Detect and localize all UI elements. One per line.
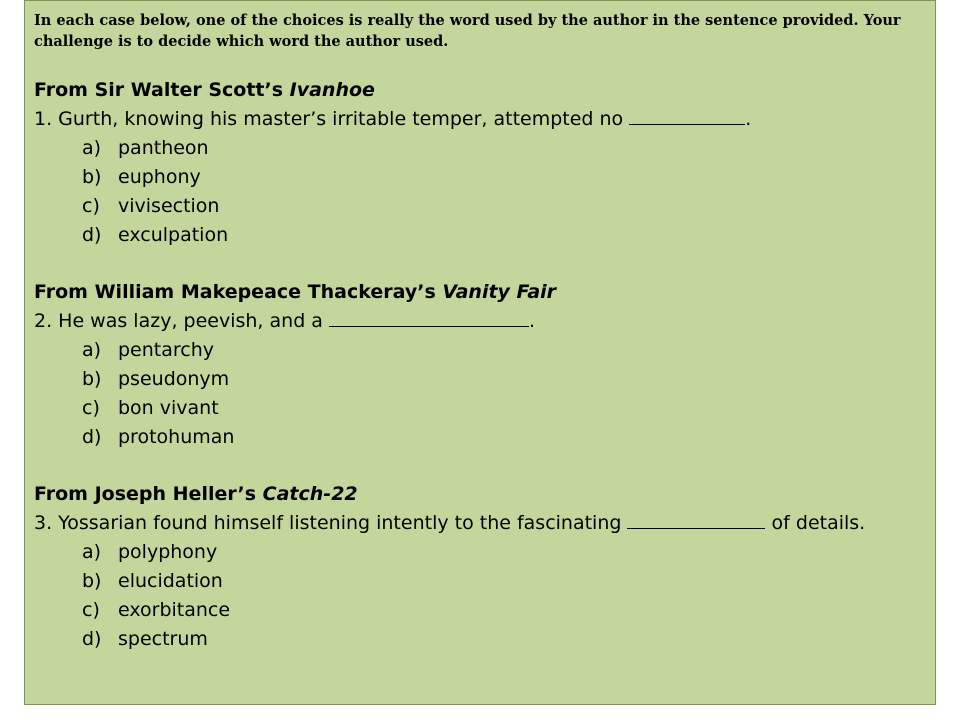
question-3-heading: [34, 480, 934, 509]
choice-letter: d): [82, 224, 102, 246]
heading-prefix: From Joseph Heller’s: [34, 483, 263, 505]
choice-letter: d): [82, 426, 102, 448]
choice-letter: b): [82, 166, 102, 188]
question-1-sentence: [34, 105, 934, 134]
choice-letter: c): [82, 195, 100, 217]
question-1: [34, 76, 934, 250]
choice-d[interactable]: [34, 423, 934, 452]
answer-blank: [629, 106, 745, 125]
choice-letter: d): [82, 628, 102, 650]
question-3-sentence: [34, 509, 934, 538]
choice-letter: b): [82, 570, 102, 592]
choice-text: pseudonym: [118, 368, 230, 390]
choice-letter: a): [82, 541, 102, 563]
sentence-start: 1. Gurth, knowing his master’s irritable temper, attempted no: [34, 108, 630, 130]
choice-text: bon vivant: [118, 397, 219, 419]
choice-text: polyphony: [118, 541, 218, 563]
sentence-end: .: [745, 108, 752, 130]
work-title: Catch-22: [262, 483, 358, 505]
answer-blank: [627, 510, 765, 529]
choice-c[interactable]: [34, 192, 934, 221]
work-title: Vanity Fair: [442, 281, 557, 303]
question-2-sentence: [34, 307, 934, 336]
question-1-heading: [34, 76, 934, 105]
choice-letter: c): [82, 397, 100, 419]
choice-text: protohuman: [118, 426, 235, 448]
choice-c[interactable]: [34, 394, 934, 423]
question-2-heading: [34, 278, 934, 307]
choice-a[interactable]: [34, 336, 934, 365]
choice-list: [34, 134, 934, 250]
heading-prefix: From William Makepeace Thackeray’s: [34, 281, 443, 303]
choice-list: [34, 336, 934, 452]
choice-text: elucidation: [118, 570, 223, 592]
question-3: [34, 480, 934, 654]
choice-b[interactable]: [34, 365, 934, 394]
choice-a[interactable]: [34, 134, 934, 163]
question-2: [34, 278, 934, 452]
choice-text: pantheon: [118, 137, 209, 159]
choice-text: euphony: [118, 166, 201, 188]
choice-b[interactable]: [34, 163, 934, 192]
choice-letter: a): [82, 339, 102, 361]
heading-prefix: From Sir Walter Scott’s: [34, 79, 290, 101]
instructions-text: In each case below, one of the choices is really the word used by the author in the sentence provided. Your challenge is to decide which word the author used.: [34, 12, 901, 50]
sentence-end: .: [528, 310, 536, 332]
choice-text: pentarchy: [118, 339, 215, 361]
choice-list: [34, 538, 934, 654]
choice-d[interactable]: [34, 221, 934, 250]
choice-text: exorbitance: [118, 599, 231, 621]
sentence-start: 2. He was lazy, peevish, and a: [34, 310, 329, 332]
work-title: Ivanhoe: [289, 79, 375, 101]
sentence-end: of details.: [765, 512, 866, 534]
choice-text: exculpation: [118, 224, 229, 246]
choice-text: spectrum: [118, 628, 208, 650]
choice-letter: a): [82, 137, 102, 159]
choice-b[interactable]: [34, 567, 934, 596]
choice-a[interactable]: [34, 538, 934, 567]
sentence-start: 3. Yossarian found himself listening intently to the fascinating: [34, 512, 628, 534]
choice-text: vivisection: [118, 195, 220, 217]
answer-blank: [329, 308, 529, 327]
choice-d[interactable]: [34, 625, 934, 654]
choice-letter: c): [82, 599, 100, 621]
choice-letter: b): [82, 368, 102, 390]
choice-c[interactable]: [34, 596, 934, 625]
